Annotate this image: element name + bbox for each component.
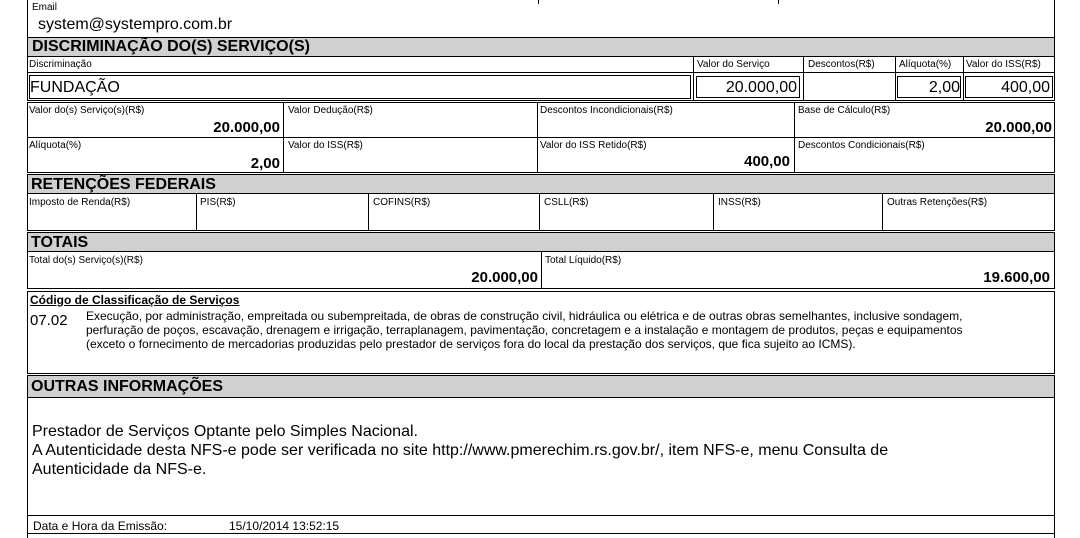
valor-servicos-label: Valor do(s) Serviço(s)(R$) (29, 105, 145, 116)
cofins-label: COFINS(R$) (373, 197, 431, 208)
valor-iss-retido-value: 400,00 (744, 153, 790, 170)
inss-label: INSS(R$) (718, 197, 761, 208)
csll-label: CSLL(R$) (544, 197, 589, 208)
total-liquido-label: Total Líquido(R$) (545, 255, 622, 266)
col-valor-iss: Valor do ISS(R$) (966, 59, 1041, 70)
row-valor-servico: 20.000,00 (725, 79, 797, 96)
base-calculo-value: 20.000,00 (985, 119, 1052, 136)
descontos-cond-label: Descontos Condicionais(R$) (798, 140, 925, 151)
base-calculo-label: Base de Cálculo(R$) (798, 105, 891, 116)
emissao-label: Data e Hora da Emissão: (33, 519, 168, 533)
total-servicos-value: 20.000,00 (471, 269, 538, 286)
total-liquido-value: 19.600,00 (983, 269, 1050, 286)
valor-deducao-label: Valor Dedução(R$) (288, 105, 373, 116)
col-aliquota: Alíquota(%) (899, 59, 952, 70)
row-valor-iss: 400,00 (1001, 79, 1050, 96)
aliquota-label: Alíquota(%) (29, 140, 82, 151)
row-discriminacao: FUNDAÇÃO (30, 79, 120, 96)
classificacao-description: Execução, por administração, empreitada ou subempreitada, de obras de construção civil, hidráulica ou elétrica e de outras obras semelhantes, inclusive sondagem, perfuração de poços, escavação, drenagem e irrigação, terraplanagem, pavimentação, concretagem e a instalação e montagem de produtos, peças e equipamentos (exceto o fornecimento de mercadorias produzidas pelo prestador de serviços fora do local da prestação dos serviços, que fica sujeito ao ICMS). (86, 309, 963, 351)
discriminacao-title: DISCRIMINAÇÃO DO(S) SERVIÇO(S) (32, 38, 310, 55)
valor-servicos-value: 20.000,00 (213, 119, 280, 136)
classificacao-code: 07.02 (30, 312, 68, 329)
outras-line2: A Autenticidade desta NFS-e pode ser verificada no site http://www.pmerechim.rs.gov.br/, item NFS-e, menu Consulta de Autenticidade da NFS-e. (32, 442, 889, 478)
descontos-incond-label: Descontos Incondicionais(R$) (540, 105, 673, 116)
outras-title: OUTRAS INFORMAÇÕES (31, 378, 223, 395)
outras-line1: Prestador de Serviços Optante pelo Simples Nacional. (32, 423, 418, 440)
totais-title: TOTAIS (31, 234, 89, 251)
aliquota-value: 2,00 (250, 155, 280, 172)
totais-header-bar (27, 232, 1055, 252)
valor-iss-label: Valor do ISS(R$) (288, 140, 363, 151)
retencoes-title: RETENÇÕES FEDERAIS (31, 176, 216, 193)
outras-retencoes-label: Outras Retenções(R$) (887, 197, 988, 208)
valor-iss-retido-label: Valor do ISS Retido(R$) (540, 140, 647, 151)
email-label: Email (32, 2, 58, 13)
col-descontos: Descontos(R$) (808, 59, 875, 70)
row-aliquota: 2,00 (928, 79, 960, 96)
col-valor-servico: Valor do Serviço (697, 59, 770, 70)
pis-label: PIS(R$) (200, 197, 236, 208)
ir-label: Imposto de Renda(R$) (29, 197, 131, 208)
email-value: system@systempro.com.br (38, 16, 233, 33)
classificacao-title: Código de Classificação de Serviços (30, 293, 240, 307)
emissao-value: 15/10/2014 13:52:15 (229, 519, 340, 533)
total-servicos-label: Total do(s) Serviço(s)(R$) (29, 255, 143, 266)
col-discriminacao: Discriminação (29, 59, 92, 70)
